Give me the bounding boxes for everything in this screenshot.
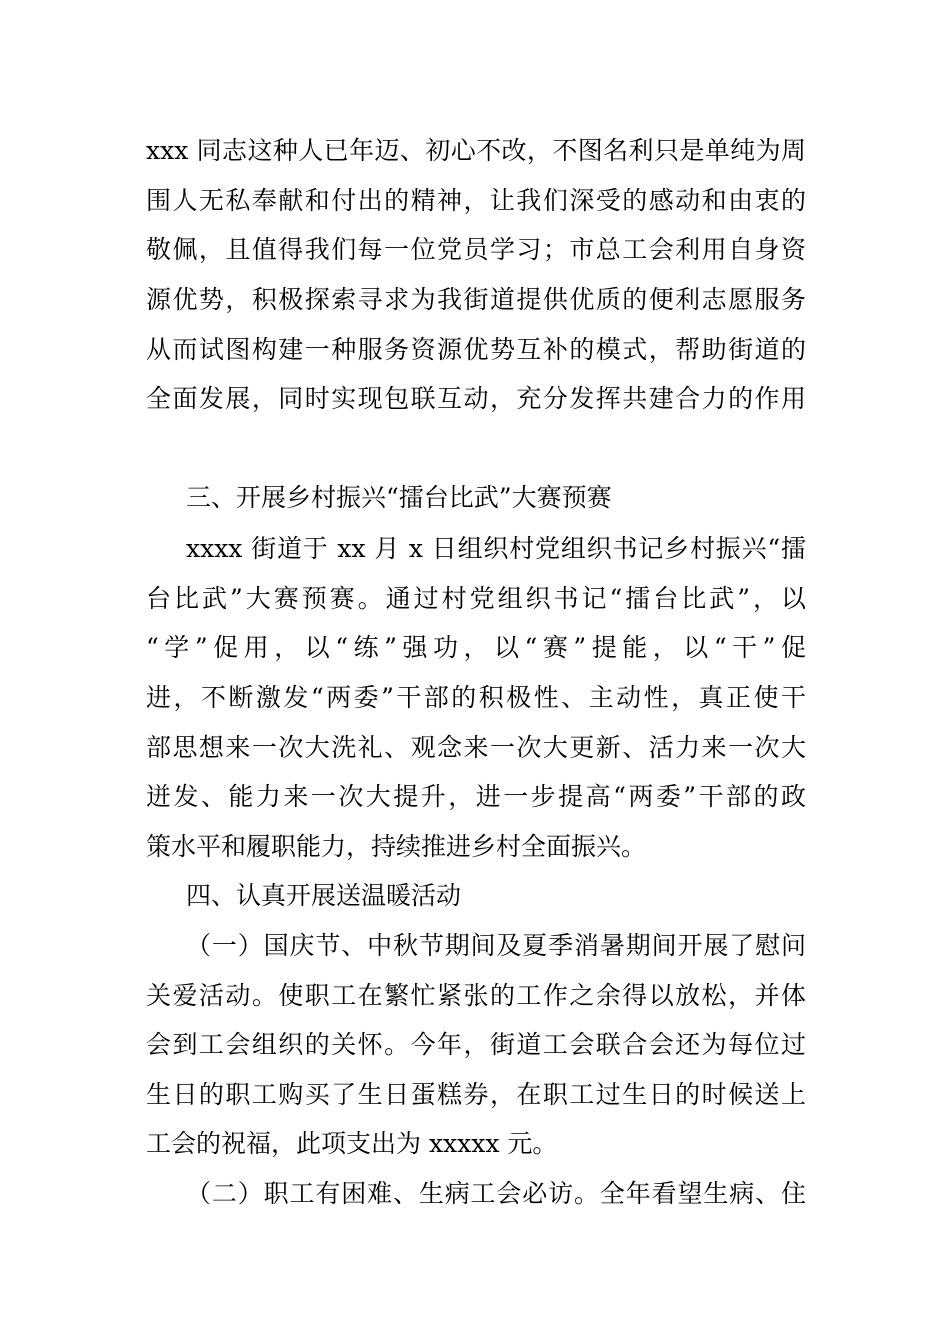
text-line: 源优势，积极探索寻求为我街道提供优质的便利志愿服务 [146,285,806,314]
text-line: 全面发展，同时实现包联互动，充分发挥共建合力的作用 [146,384,806,413]
text-line: （二）职工有困难、生病工会必访。全年看望生病、住 [186,1179,806,1208]
section-heading-4: 四、认真开展送温暖活动 [186,881,462,910]
text-line: 部思想来一次大洗礼、观念来一次大更新、活力来一次大 [146,733,806,762]
text-line: 工会的祝福，此项支出为 xxxxx 元。 [146,1129,558,1158]
section-heading-3: 三、开展乡村振兴“擂台比武”大赛预赛 [186,483,612,512]
text-line: （一）国庆节、中秋节期间及夏季消暑期间开展了慰问 [186,931,806,960]
text-line: 进，不断激发“两委”干部的积极性、主动性，真正使干 [146,683,806,712]
text-line: 会到工会组织的关怀。今年，街道工会联合会还为每位过 [146,1030,806,1059]
text-line: 生日的职工购买了生日蛋糕券，在职工过生日的时候送上 [146,1080,806,1109]
text-line: 关爱活动。使职工在繁忙紧张的工作之余得以放松，并体 [146,981,806,1010]
text-line: “学”促用，以“练”强功，以“赛”提能，以“干”促 [146,633,806,662]
text-line: 台比武”大赛预赛。通过村党组织书记“擂台比武”，以 [146,584,806,613]
text-line: xxx 同志这种人已年迈、初心不改，不图名利只是单纯为周 [146,136,806,165]
text-line: 迸发、能力来一次大提升，进一步提高“两委”干部的政 [146,782,806,811]
text-line: 围人无私奉献和付出的精神，让我们深受的感动和由衷的 [146,186,806,215]
text-line: xxxx 街道于 xx 月 x 日组织村党组织书记乡村振兴“擂 [186,534,806,563]
text-line: 策水平和履职能力，持续推进乡村全面振兴。 [146,832,647,861]
text-line: 敬佩，且值得我们每一位党员学习；市总工会利用自身资 [146,235,806,264]
text-line: 从而试图构建一种服务资源优势互补的模式，帮助街道的 [146,335,806,364]
